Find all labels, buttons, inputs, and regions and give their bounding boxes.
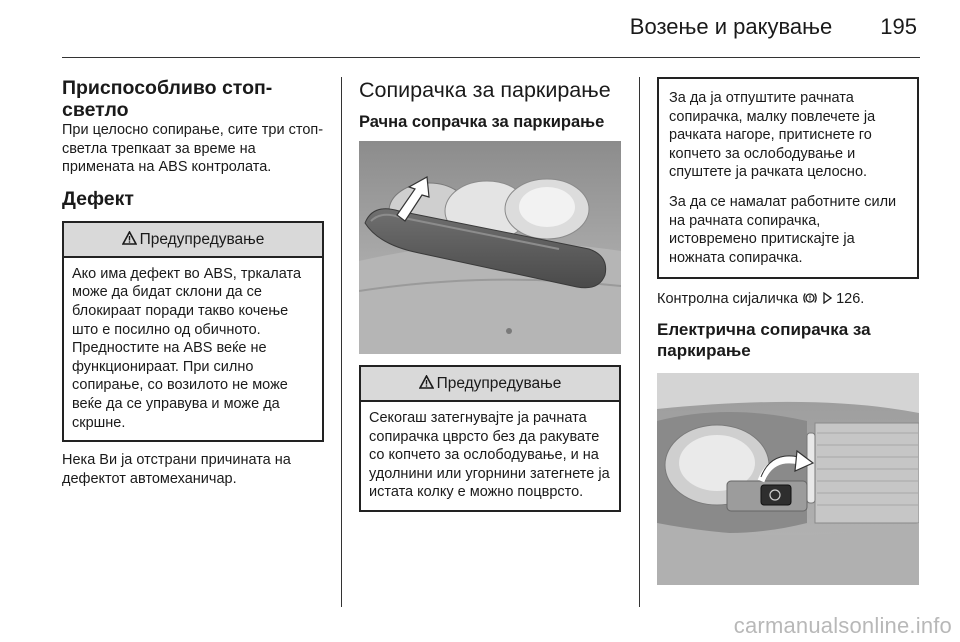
column-right <box>657 77 919 585</box>
section-heading: Електрична сопирачка за паркирање <box>657 319 871 360</box>
body-text: При целосно сопирање, сите три стоп-светла трепкаат за време на примената на ABS контролата. <box>62 122 324 176</box>
warning-box <box>359 365 621 512</box>
indicator-reference <box>657 290 919 309</box>
warning-header <box>64 223 322 258</box>
body-text: Нека Ви ја отстрани причината на дефектот автомеханичар. <box>62 452 291 487</box>
warning-text: Ако има дефект во ABS, тркалата може да бидат склони да се блокираат поради такво кочење што е посилно од обичното. Предностите на ABS веќе не функционираат. При силно сопирање, со возилото не може веќе да се управува и може да скршне. <box>72 265 302 431</box>
section-heading: Дефект <box>62 187 134 210</box>
section-heading: Сопирачка за паркирање <box>359 78 611 102</box>
warning-text: Секогаш затегнувајте ја рачната сопирачка цврсто без да ракувате со копчето за ослободување, и на удолнини или угорнини затегнете ја истата колку е можно поцврсто. <box>369 410 610 501</box>
indicator-page-ref: 126. <box>836 291 865 308</box>
electric-parking-brake-photo <box>657 373 919 585</box>
column-divider <box>341 77 342 607</box>
header-rule <box>62 57 920 58</box>
page-header <box>0 14 917 40</box>
note-text: За да ја отпуштите рачната сопирачка, малку повлечете ја рачката нагоре, притиснете го копчето за ослободување и спуштете ја рачката целосно. <box>669 90 876 181</box>
warning-header <box>361 367 619 402</box>
column-divider <box>639 77 640 607</box>
note-text: За да се намалат работните сили на рачната сопирачка, истовремено притискајте ја ножната сопирачка. <box>669 193 897 266</box>
warning-title: Предупредување <box>139 230 265 248</box>
page-number: 195 <box>880 14 917 39</box>
subsection-heading: Рачна сопрачка за паркирање <box>359 113 605 131</box>
indicator-label: Контролна сијаличка <box>657 291 799 308</box>
handbrake-photo <box>359 141 621 354</box>
note-box <box>657 77 919 279</box>
warning-box <box>62 221 324 442</box>
column-left <box>62 77 324 488</box>
brake-warning-light-icon <box>802 291 818 305</box>
warning-triangle-icon <box>419 375 434 389</box>
watermark: carmanualsonline.info <box>733 613 952 638</box>
warning-triangle-icon <box>122 231 137 245</box>
column-middle <box>359 77 621 512</box>
chapter-title: Возење и ракување <box>629 14 833 39</box>
section-heading: Приспособливо стоп-светло <box>62 77 273 121</box>
warning-title: Предупредување <box>436 375 562 392</box>
page-reference-arrow-icon <box>822 292 832 304</box>
